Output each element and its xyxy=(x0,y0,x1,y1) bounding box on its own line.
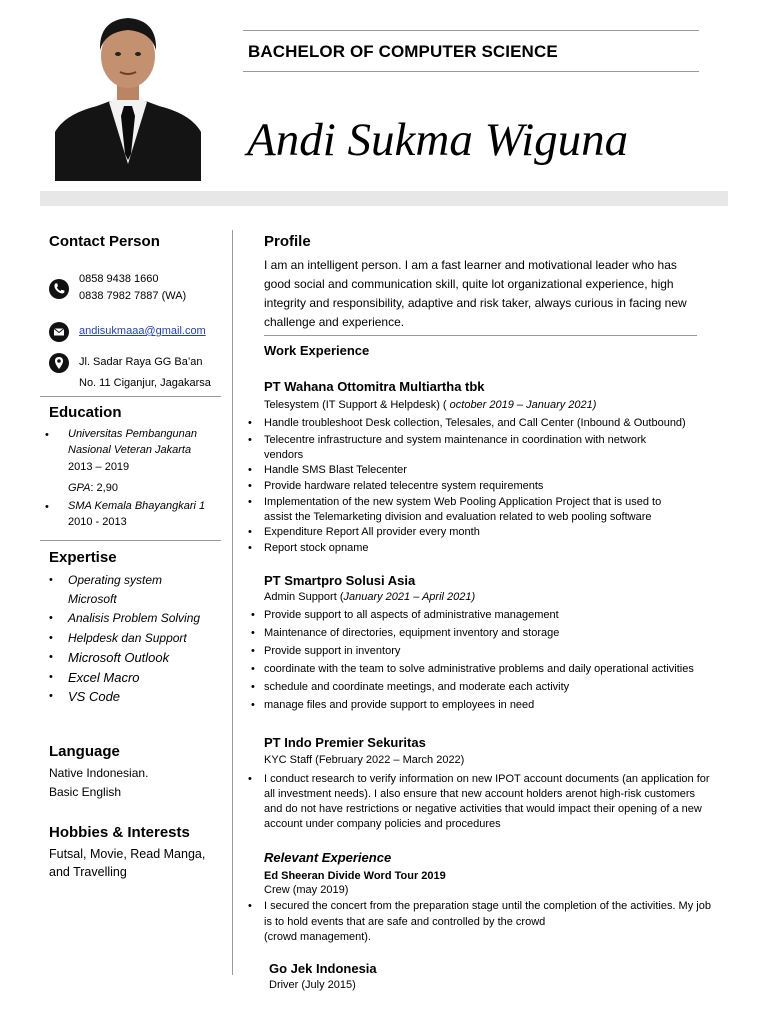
job-3-bullet-cont: account under company policies and procedures xyxy=(264,818,501,830)
expertise-item: Excel Macro xyxy=(68,670,140,685)
profile-text: I am an intelligent person. I am a fast learner and motivational leader who has good social and communication skill, quite lot organizational experience, high integrity and responsibility, adaptive and risk taker, always curious in facing new challenge and experience. xyxy=(264,258,687,329)
phone-whatsapp: 0838 7982 7887 (WA) xyxy=(79,290,187,302)
header-rule-top xyxy=(243,30,699,31)
job-1-bullet: Provide hardware related telecentre system requirements xyxy=(264,480,544,492)
relevant-heading: Relevant Experience xyxy=(264,850,392,865)
job-1-role: Telesystem (IT Support & Helpdesk) ( october 2019 – January 2021) xyxy=(264,399,597,411)
job-1-bullet: Handle SMS Blast Telecenter xyxy=(264,464,407,476)
gpa-label: GPA xyxy=(68,482,91,494)
job-1-bullet-cont: vendors xyxy=(264,449,304,461)
job-1-bullet: Report stock opname xyxy=(264,542,369,554)
hobbies-line-2: and Travelling xyxy=(49,865,127,879)
header-divider-bar xyxy=(40,191,728,206)
email-icon xyxy=(49,322,69,342)
expertise-item: VS Code xyxy=(68,689,121,704)
education-heading: Education xyxy=(49,404,122,421)
school-2-years: 2010 - 2013 xyxy=(68,516,127,528)
job-2-bullet: Provide support in inventory xyxy=(264,645,401,657)
degree-title: BACHELOR OF COMPUTER SCIENCE xyxy=(248,42,558,61)
event-bullet: I secured the concert from the preparation stage until the completion of the activities. My job xyxy=(264,900,711,912)
job-1-bullet: Implementation of the new system Web Pooling Application Project that is used to xyxy=(264,496,662,508)
profile-heading: Profile xyxy=(264,233,311,250)
profile-photo xyxy=(55,14,201,181)
event-bullet-cont: is to hold events that are safe and controlled by the crowd xyxy=(264,916,546,928)
job-3-company: PT Indo Premier Sekuritas xyxy=(264,735,426,750)
job-2-bullet: manage files and provide support to employees in need xyxy=(264,699,535,711)
column-divider xyxy=(232,230,233,975)
job-2-bullet: schedule and coordinate meetings, and moderate each activity xyxy=(264,681,570,693)
expertise-item: Helpdesk dan Support xyxy=(68,631,187,645)
gpa xyxy=(68,482,118,494)
school-1-name: Universitas Pembangunan xyxy=(68,428,198,440)
full-name: Andi Sukma Wiguna xyxy=(247,114,629,166)
location-icon xyxy=(49,353,69,373)
job-2-bullet: Provide support to all aspects of administrative management xyxy=(264,609,559,621)
section-rule xyxy=(264,335,697,336)
header-rule-bottom xyxy=(243,71,699,72)
expertise-item: Microsoft Outlook xyxy=(68,650,170,665)
contact-heading: Contact Person xyxy=(49,233,160,250)
job-3-bullet-cont: and do not have restrictions or negative activities that would impact their opening of a new xyxy=(264,803,702,815)
job-2-role: Admin Support (January 2021 – April 2021) xyxy=(264,591,476,603)
hobbies-heading: Hobbies & Interests xyxy=(49,824,190,841)
school-2-name: SMA Kemala Bhayangkari 1 xyxy=(68,500,206,512)
gpa-value: : 2,90 xyxy=(90,482,118,494)
section-rule xyxy=(40,540,221,541)
hobbies-line-1: Futsal, Movie, Read Manga, xyxy=(49,847,206,861)
language-2: Basic English xyxy=(49,785,122,799)
school-1-name-cont: Nasional Veteran Jakarta xyxy=(68,444,192,456)
expertise-item: Microsoft xyxy=(68,592,117,606)
event-role: Crew (may 2019) xyxy=(264,884,349,896)
phone-primary: 0858 9438 1660 xyxy=(79,273,159,285)
expertise-item: Analisis Problem Solving xyxy=(68,611,201,625)
section-rule xyxy=(40,396,221,397)
job-2-bullet: Maintenance of directories, equipment inventory and storage xyxy=(264,627,560,639)
event-bullet-cont: (crowd management). xyxy=(264,931,371,943)
gojek-role: Driver (July 2015) xyxy=(269,979,356,991)
job-2-bullet: coordinate with the team to solve administrative problems and daily operational activities xyxy=(264,663,694,675)
language-heading: Language xyxy=(49,743,120,760)
bullet: • xyxy=(45,429,49,441)
event-name: Ed Sheeran Divide Word Tour 2019 xyxy=(264,870,446,882)
address-line-1: Jl. Sadar Raya GG Ba’an xyxy=(79,356,203,368)
expertise-item: Operating system xyxy=(68,573,163,587)
phone-icon xyxy=(49,279,69,299)
email-link[interactable]: andisukmaaa@gmail.com xyxy=(79,325,206,337)
school-1-years: 2013 – 2019 xyxy=(68,461,130,473)
work-heading: Work Experience xyxy=(264,343,370,358)
company-gojek: Go Jek Indonesia xyxy=(269,961,377,976)
job-1-bullet: Telecentre infrastructure and system maintenance in coordination with network xyxy=(264,434,647,446)
job-3-bullet-cont: all investment needs). I also ensure that new account holders arenot high-risk customers xyxy=(264,788,696,800)
address-line-2: No. 11 Ciganjur, Jagakarsa xyxy=(79,377,211,389)
language-1: Native Indonesian. xyxy=(49,766,149,780)
job-1-bullet-cont: assist the Telemarketing division and evaluation related to web pooling software xyxy=(264,511,652,523)
expertise-heading: Expertise xyxy=(49,549,117,566)
job-3-bullet: I conduct research to verify information on new IPOT account documents (an application for xyxy=(264,773,710,785)
job-3-role: KYC Staff (February 2022 – March 2022) xyxy=(264,754,465,766)
job-1-company: PT Wahana Ottomitra Multiartha tbk xyxy=(264,379,485,394)
bullet: • xyxy=(45,501,49,513)
job-2-company: PT Smartpro Solusi Asia xyxy=(264,573,416,588)
job-1-bullet: Handle troubleshoot Desk collection, Telesales, and Call Center (Inbound & Outbound) xyxy=(264,417,686,429)
job-1-bullet: Expenditure Report All provider every month xyxy=(264,526,480,538)
